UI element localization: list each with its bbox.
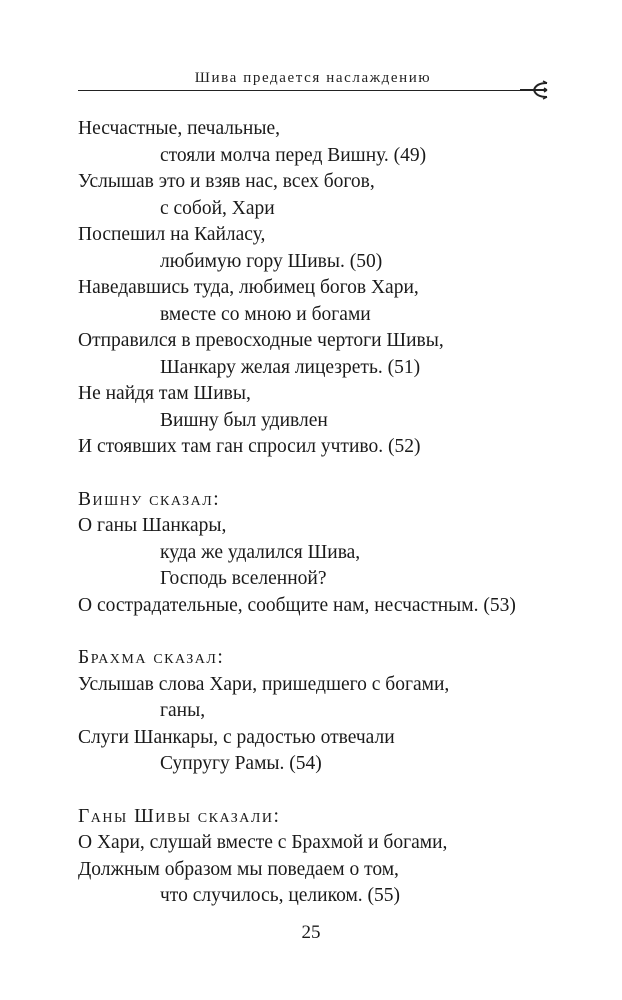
trident-icon: [520, 80, 548, 100]
verse-line: Несчастные, печальные,: [78, 118, 280, 139]
verse-line: вместе со мною и богами: [160, 303, 371, 325]
verse-line: Шанкару желая лицезреть. (51): [160, 356, 421, 378]
header-rule: [78, 90, 524, 91]
verse-line: стояли молча перед Вишну. (49): [160, 144, 427, 166]
verse-line: Вишну был удивлен: [160, 409, 328, 431]
verse-line: ганы,: [160, 700, 206, 721]
running-header: Шива предается наслаждению: [194, 70, 432, 86]
verse-line: Услышав это и взяв нас, всех богов,: [78, 171, 375, 192]
verse-line: Господь вселенной?: [160, 568, 327, 589]
verse-line: О сострадательные, сообщите нам, несчастным. (53): [78, 594, 516, 616]
verse-line: О Хари, слушай вместе с Брахмой и богами,: [78, 832, 448, 853]
verse-line: О ганы Шанкары,: [78, 515, 227, 536]
verse-line: Отправился в превосходные чертоги Шивы,: [78, 330, 444, 351]
verse-line: что случилось, целиком. (55): [160, 885, 401, 906]
verse-line: Поспешил на Кайласу,: [78, 224, 266, 245]
speaker-heading: Ганы Шивы сказали:: [78, 805, 281, 827]
section-gap: [78, 619, 548, 645]
section-gap: [78, 461, 548, 487]
page-number: 25: [301, 922, 321, 943]
verse-line: Супругу Рамы. (54): [160, 753, 322, 774]
speaker-heading: Брахма сказал:: [78, 647, 225, 668]
verse-line: Слуги Шанкары, с радостью отвечали: [78, 726, 395, 748]
verse-line: Не найдя там Шивы,: [78, 383, 251, 404]
verse-line: Услышав слова Хари, пришедшего с богами,: [78, 673, 450, 695]
verse-line: И стоявших там ган спросил учтиво. (52): [78, 436, 421, 457]
verse-line: с собой, Хари: [160, 197, 275, 219]
speaker-heading: Вишну сказал:: [78, 488, 221, 510]
page-body: [78, 116, 548, 910]
verse-line: Наведавшись туда, любимец богов Хари,: [78, 277, 419, 298]
verse-line: куда же удалился Шива,: [160, 541, 361, 563]
verse-line: любимую гору Шивы. (50): [160, 250, 383, 272]
verse-line: Должным образом мы поведаем о том,: [78, 858, 399, 880]
section-gap: [78, 778, 548, 804]
